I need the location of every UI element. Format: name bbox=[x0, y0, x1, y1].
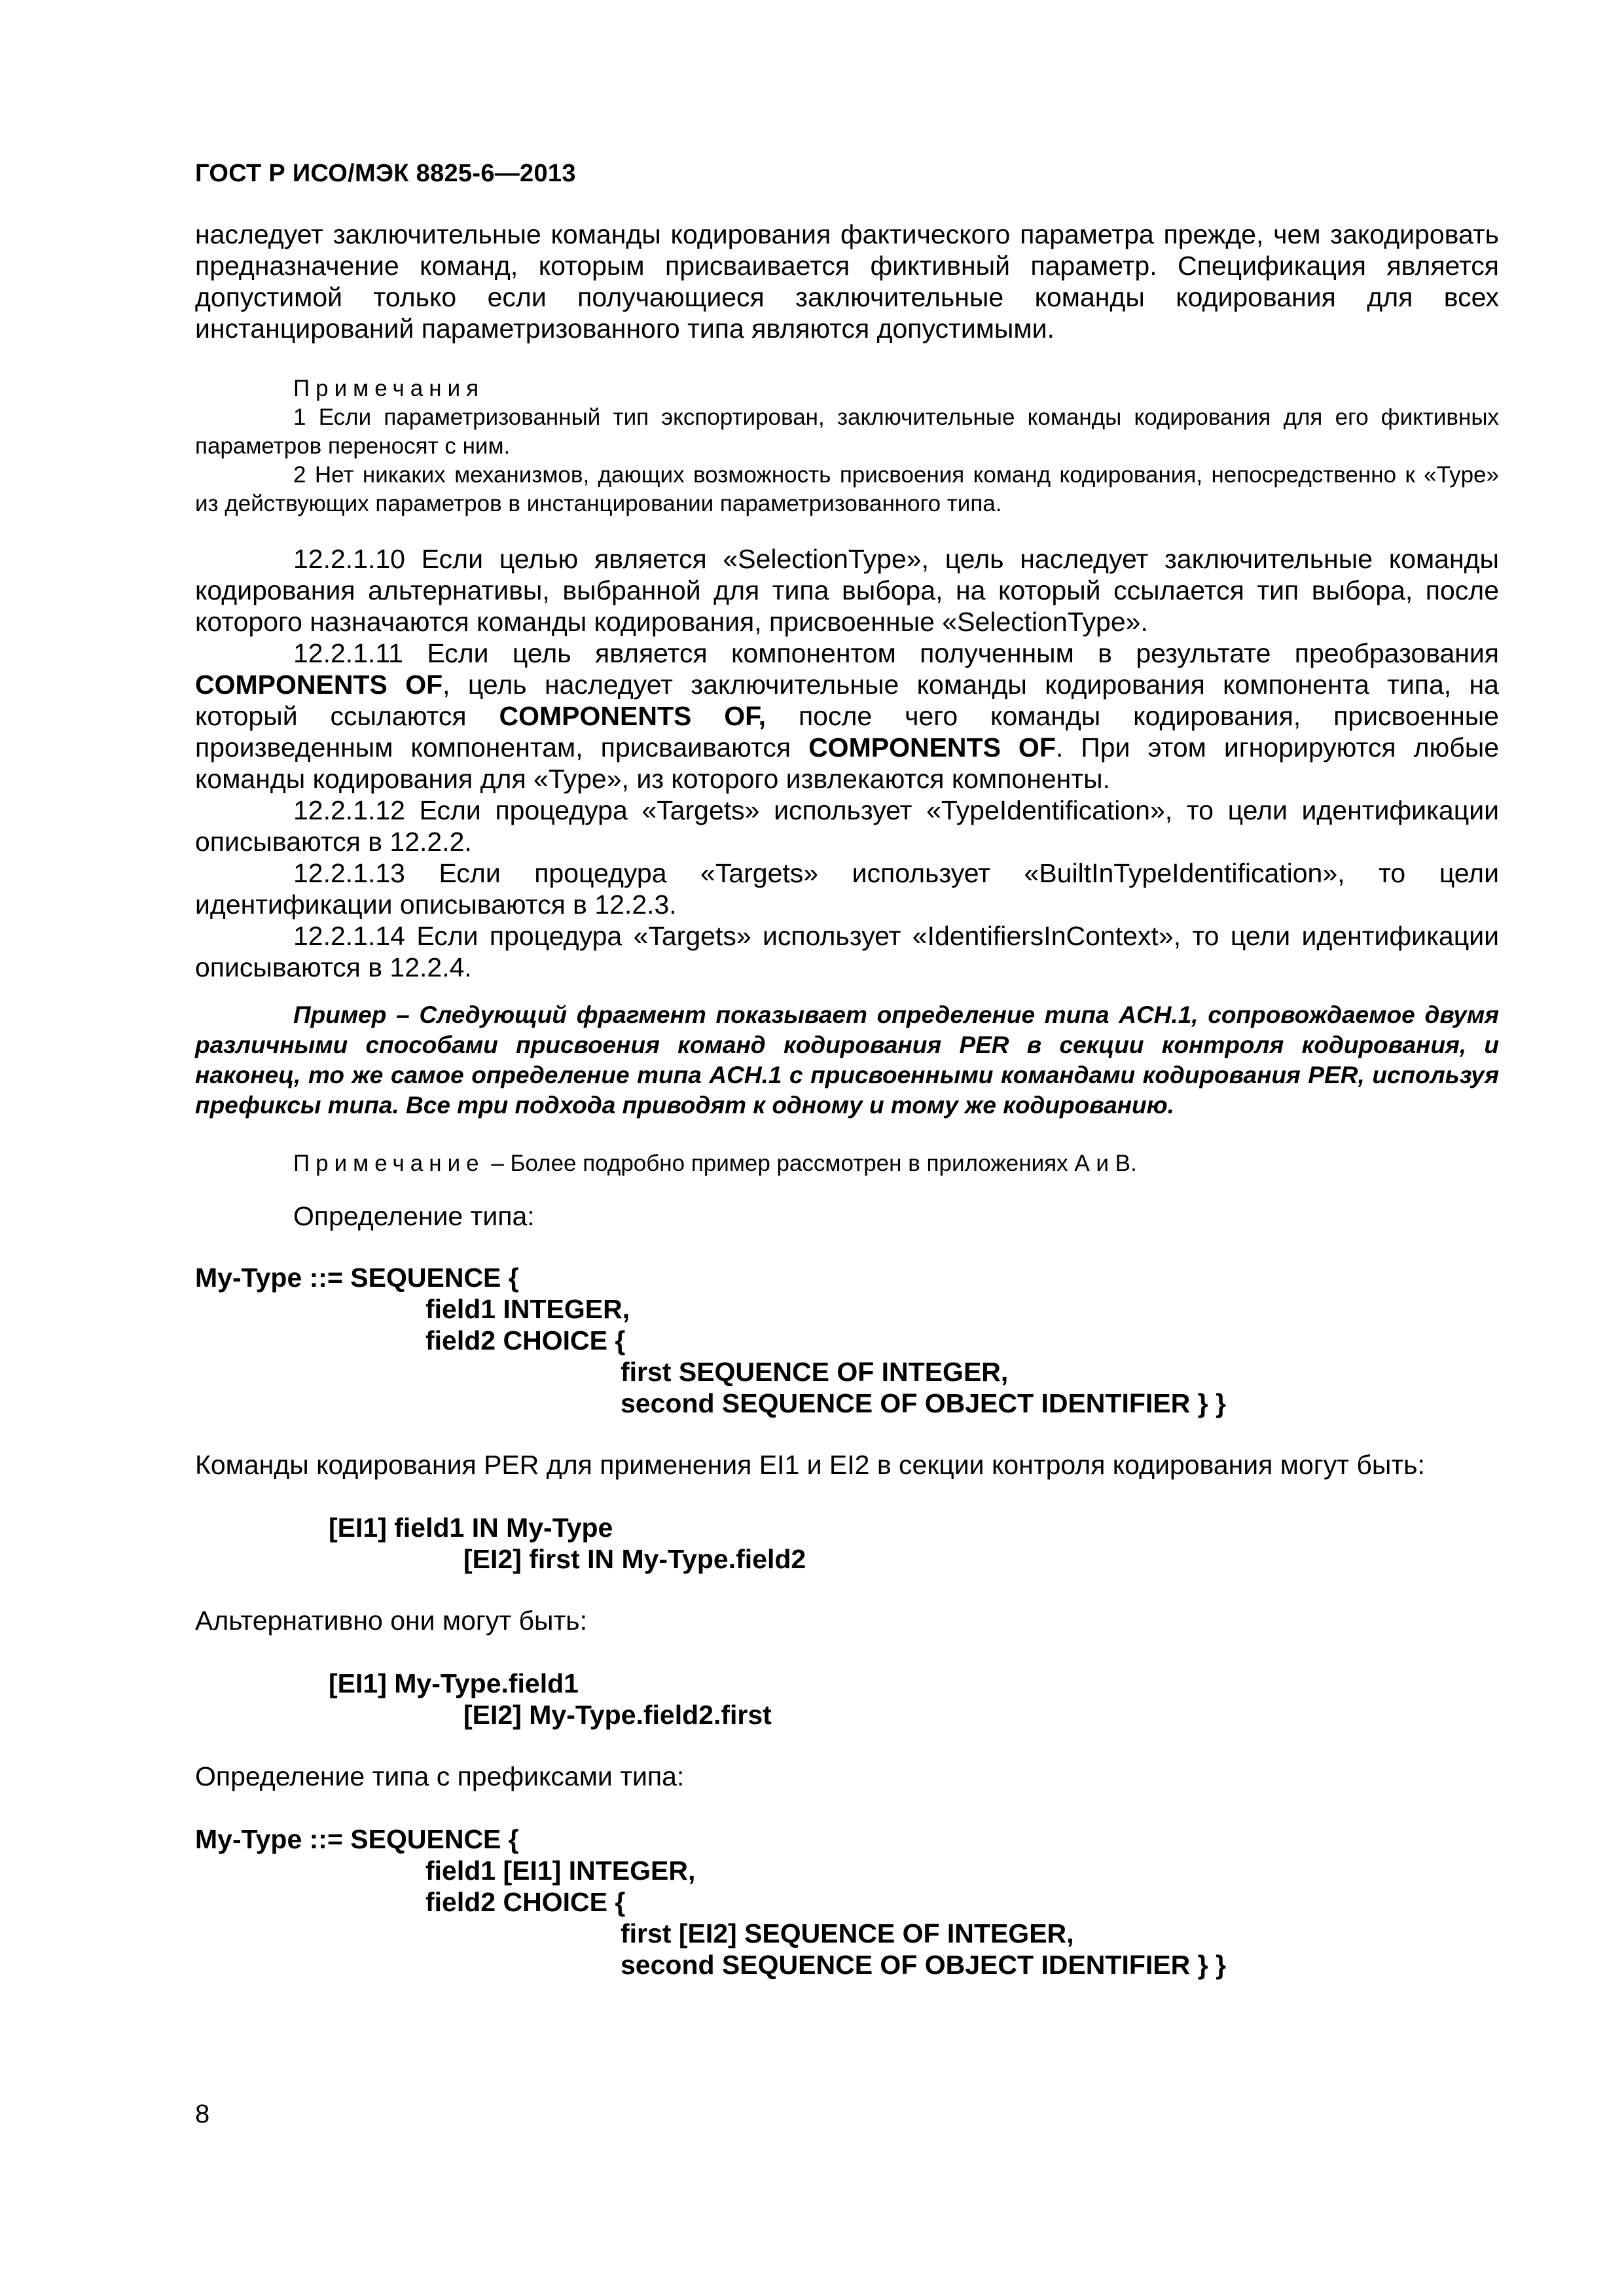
keyword-components-of: COMPONENTS OF bbox=[808, 732, 1056, 762]
clause-12-2-1-13: 12.2.1.13 Если процедура «Targets» использует «BuiltInTypeIdentification», то цели идентификации описываются в 12.2.3. bbox=[195, 858, 1499, 920]
code-line: second SEQUENCE OF OBJECT IDENTIFIER } } bbox=[621, 1388, 1226, 1418]
clause-12-2-1-12: 12.2.1.12 Если процедура «Targets» использует «TypeIdentification», то цели идентификации описываются в 12.2.2. bbox=[195, 795, 1499, 857]
code-line: field2 CHOICE { bbox=[425, 1887, 626, 1917]
code-line: [EI1] My-Type.field1 bbox=[329, 1668, 579, 1698]
clauses-block bbox=[195, 543, 1499, 983]
document-header: ГОСТ Р ИСО/МЭК 8825-6—2013 bbox=[195, 160, 576, 187]
clause-12-2-1-11: 12.2.1.11 Если цель является компонентом полученным в результате преобразования COMPONENTS OF, цель наследует заключительные команды кодирования компонента типа, на который ссылаются COMPONENTS OF, после чего команды кодирования, присвоенные произведенным компонентам, присваиваются COMPONENTS OF. При этом игнорируются любые команды кодирования для «Type», из которого извлекаются компоненты. bbox=[195, 638, 1499, 794]
intro-paragraph bbox=[195, 219, 1499, 344]
keyword-components-of: COMPONENTS OF, bbox=[499, 701, 767, 731]
note-item-1: 1 Если параметризованный тип экспортирован, заключительные команды кодирования для его фиктивных параметров переносят с ним. bbox=[195, 404, 1499, 459]
keyword-components-of: COMPONENTS OF bbox=[195, 670, 443, 700]
clause-12-2-1-14: 12.2.1.14 Если процедура «Targets» использует «IdentifiersInContext», то цели идентификации описываются в 12.2.4. bbox=[195, 921, 1499, 982]
code-line: field1 [EI1] INTEGER, bbox=[425, 1856, 696, 1886]
code-line: field2 CHOICE { bbox=[425, 1325, 626, 1355]
page-number: 8 bbox=[195, 2100, 210, 2128]
note-item-2: 2 Нет никаких механизмов, дающих возможность присвоения команд кодирования, непосредственно к «Type» из действующих параметров в инстанцировании параметризованного типа. bbox=[195, 462, 1499, 516]
code-line: My-Type ::= SEQUENCE { bbox=[195, 1824, 519, 1854]
clause-12-2-1-10: 12.2.1.10 Если целью является «SelectionType», цель наследует заключительные команды кодирования альтернативы, выбранной для типа выбора, на который ссылается тип выбора, после которого назначаются команды кодирования, присвоенные «SelectionType». bbox=[195, 544, 1499, 637]
type-definition-label: Определение типа: bbox=[293, 1201, 535, 1231]
notes-block bbox=[195, 374, 1499, 518]
per-commands-label: Команды кодирования PER для применения EI1 и EI2 в секции контроля кодирования могут быть: bbox=[195, 1450, 1425, 1480]
code-line: first SEQUENCE OF INTEGER, bbox=[621, 1357, 1009, 1387]
prefix-definition-label: Определение типа с префиксами типа: bbox=[195, 1761, 685, 1791]
code-line: second SEQUENCE OF OBJECT IDENTIFIER } } bbox=[621, 1950, 1226, 1980]
code-line: field1 INTEGER, bbox=[425, 1294, 630, 1324]
code-line: [EI2] first IN My-Type.field2 bbox=[463, 1544, 806, 1574]
example-paragraph: Пример – Следующий фрагмент показывает определение типа ACH.1, сопровождаемое двумя различными способами присвоения команд кодирования PER в секции контроля кодирования, и наконец, то же самое определение типа ACH.1 с присвоенными командами кодирования PER, используя префиксы типа. Все три подхода приводят к одному и тому же кодированию. bbox=[195, 1001, 1499, 1119]
code-line: My-Type ::= SEQUENCE { bbox=[195, 1263, 519, 1293]
notes-heading: Примечания bbox=[293, 376, 485, 401]
note-example: Примечание – Более подробно пример рассмотрен в приложениях А и В. bbox=[293, 1151, 1137, 1176]
code-line: [EI1] field1 IN My-Type bbox=[329, 1513, 613, 1543]
code-line: first [EI2] SEQUENCE OF INTEGER, bbox=[621, 1918, 1074, 1948]
intro-text: наследует заключительные команды кодирования фактического параметра прежде, чем закодировать предназначение команд, которым присваивается фиктивный параметр. Спецификация является допустимой только если получающиеся заключительные команды кодирования для всех инстанцирований параметризованного типа являются допустимыми. bbox=[195, 219, 1499, 344]
code-line: [EI2] My-Type.field2.first bbox=[463, 1700, 772, 1730]
alternative-label: Альтернативно они могут быть: bbox=[195, 1605, 588, 1636]
